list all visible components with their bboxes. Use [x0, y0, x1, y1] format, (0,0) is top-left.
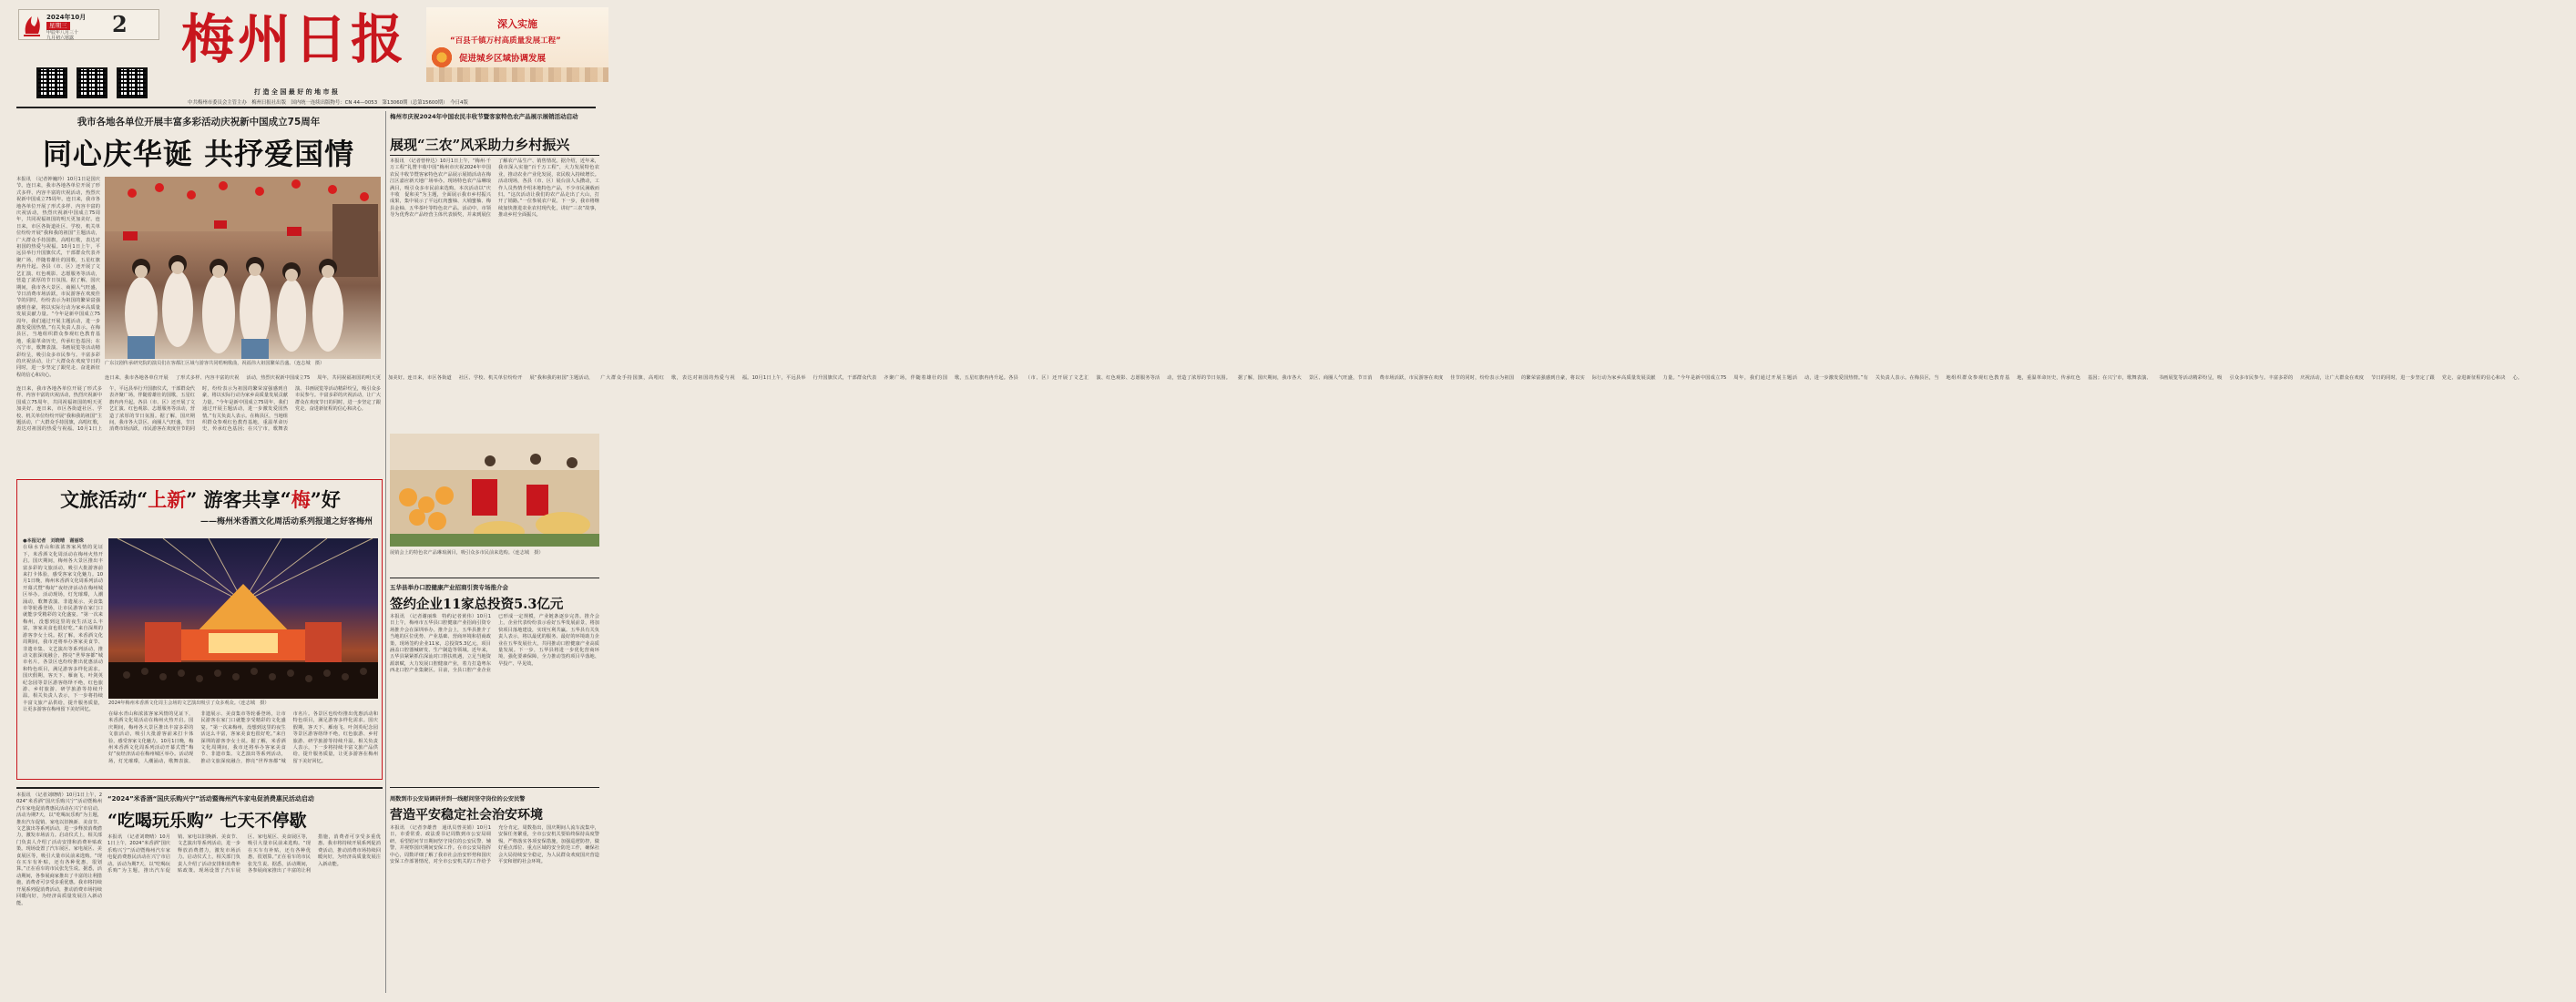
right-body: 本报讯 （记者曾梓达）10月1日上午，“梅州·千万工程”礼赞丰收中国”梅州市庆祝2024年中国农民丰收节暨客家特色农产品展示展销活动在梅江区嘉应新天地广场举办。现场特色农产品琳琅满目，吸引众多市民前来选购。本次活动以“庆丰收 促和美”为主题，全面展示我市乡村振兴成果，集中展示了平远红肉蜜柚、大埔蜜柚、梅县金柚、五华茶叶等特色农产品。活动中，市领导为优秀农产品经营主体代表颁奖，并来到展位了解农产品生产、销售情况。据介绍，近年来，我市深入实施“百千万工程”，大力发展特色农业，推动农业产业化发展，农民收入持续增长。活动现场，各县（市、区）展台前人头攒动，工作人员热情介绍本地特色产品，不少市民满载而归。“这次活动让我们的农产品走出了大山，打开了销路。”一位参展农户说。下一步，我市将继续加快推进农业农村现代化，讲好“三农”故事，推动乡村全面振兴。	[390, 158, 599, 219]
lead-body-lower	[16, 386, 381, 475]
slogan: 打 造 全 国 最 好 的 地 市 报	[254, 88, 338, 96]
column-divider	[385, 111, 386, 993]
culture-headline-e: ”好	[310, 488, 341, 511]
qr-code-1[interactable]	[36, 67, 67, 98]
culture-headline-a: 文旅活动“	[60, 488, 148, 511]
safety-article[interactable]	[390, 787, 599, 993]
lead-caption-credit: （连志城 摄）	[293, 361, 325, 366]
culture-headline	[17, 486, 383, 513]
invest-headline: 签约企业11家总投资5.3亿元	[390, 597, 564, 612]
culture-photo-caption	[108, 700, 378, 707]
safety-top-rule	[390, 787, 599, 788]
newspaper-title: 梅州日报	[180, 8, 407, 70]
culture-body: 在绿水青山和浓浓客家风情的见证下，米香酒文化周活动在梅州火热开启。国庆期间，梅州各大景区推出丰富多彩的文旅活动，吸引大批游客前来打卡体验，感受客家文化魅力。10月1日晚，梅州米香酒文化周系列活动开幕式暨“梅好”夜经济活动在梅州城区举办。活动现场，灯光璀璨，人潮涌动，歌舞表演、非遗展示、美食集市等轮番登场，让市民游客在家门口就能享受精彩的文化盛宴。“第一次来梅州，没想到这里的夜生活这么丰富，客家美食也很好吃。”来自深圳的游客李女士说。据了解，米香酒文化周期间，我市还将举办客家美食节、非遗市集、文艺演出等系列活动，推动文旅深度融合，擦亮“世界客都”城市名片。各景区也纷纷推出优惠活动和特色项目，满足游客多样化需求。国庆假期，客天下、雁南飞、叶剑英纪念园等景区游客络绎不绝，红色旅游、乡村旅游、研学旅游等持续升温。相关负责人表示，下一步将持续丰富文旅产品供给，提升服务质量，让更多游客在梅州留下美好回忆。	[23, 545, 103, 713]
right-rule	[390, 155, 599, 156]
lead-caption-text: 广东汉剧传承研究院的演员们在客都汇区域与游客共同唱响歌曲，祝福伟大祖国繁荣昌盛。	[105, 361, 294, 366]
safety-topic: 周数到市公安局调研并到一线慰问坚守岗位的公安民警	[390, 796, 526, 803]
ad-flower-icon	[430, 46, 454, 69]
lead-photo-caption	[105, 361, 381, 367]
culture-subline: ——梅州米香酒文化周活动系列报道之好客梅州	[199, 517, 373, 527]
date-block	[18, 9, 159, 40]
right-headline: 展现“三农”风采助力乡村振兴	[390, 137, 570, 153]
culture-photo[interactable]	[108, 538, 378, 699]
culture-headline-b: 上新	[148, 488, 187, 511]
lead-body-bottom	[105, 375, 2522, 384]
consume-headline: “吃喝玩乐购” 七天不停歇	[107, 811, 307, 831]
lead-body-left	[16, 177, 100, 383]
right-photo[interactable]	[390, 434, 599, 547]
qr-code-3[interactable]	[117, 67, 148, 98]
lead-body-continued-2: 连日来，我市各地各单位开展了形式多样、内容丰富的庆祝活动，热烈庆祝新中国成立75周年，共同祝福祖国的明天更加美好。连日来，市区各街道社区、学校、机关单位纷纷开展“我和我的祖国”主题活动，广大群众手持国旗，高唱红歌，表达对祖国的热爱与祝福。10月1日上午，平远县举行升国旗仪式，干部群众代表齐聚广场，伴随着雄壮的国歌，五星红旗冉冉升起。各县（市、区）还开展了文艺汇演、红色观影、志愿服务等活动，营造了浓厚的节日氛围。据了解，国庆期间，我市各大景区、商圈人气旺盛，节日消费市场活跃，市民游客在欢度佳节的同时，纷纷表示为祖国的繁荣富强感到自豪，将以实际行动为家乡高质量发展贡献力量。“今年是新中国成立75周年，我们通过开展主题活动，进一步激发爱国热情。”有关负责人表示。在梅县区，当地组织群众参观红色教育基地，重温革命历史，传承红色基因；在兴宁市，歌舞表演、书画展览等活动精彩纷呈，吸引众多市民参与。丰富多彩的庆祝活动，让广大群众在欢度节日的同时，进一步坚定了跟党走、奋进新征程的信心和决心。	[16, 386, 381, 433]
culture-headline-c: ” 游客共享“	[186, 488, 291, 511]
safety-headline: 营造平安稳定社会治安环境	[390, 808, 543, 823]
right-caption-text: 展销会上的特色农产品琳琅满目，吸引众多市民前来选购。	[390, 550, 513, 556]
right-caption-credit: （连志城 摄）	[512, 550, 544, 556]
ad-line-1: 深入实施	[497, 18, 537, 30]
culture-body-left	[23, 538, 103, 777]
consume-kicker: “2024”米香酒“国庆乐购兴宁”活动暨梅州汽车家电促消费惠民活动启动	[107, 795, 314, 803]
masthead	[0, 0, 612, 109]
ad-line-2: “百县千镇万村高质量发展工程”	[450, 36, 561, 46]
date-weekday: 星期三	[46, 22, 70, 30]
ad-skyline	[426, 67, 608, 82]
culture-headline-d: 梅	[291, 488, 311, 511]
masthead-rule	[16, 107, 596, 108]
lead-body-continued: 连日来，我市各地各单位开展了形式多样、内容丰富的庆祝活动，热烈庆祝新中国成立75周年，共同祝福祖国的明天更加美好。连日来，市区各街道社区、学校、机关单位纷纷开展“我和我的祖国”主题活动，广大群众手持国旗，高唱红歌，表达对祖国的热爱与祝福。10月1日上午，平远县举行升国旗仪式，干部群众代表齐聚广场，伴随着雄壮的国歌，五星红旗冉冉升起。各县（市、区）还开展了文艺汇演、红色观影、志愿服务等活动，营造了浓厚的节日氛围。据了解，国庆期间，我市各大景区、商圈人气旺盛，节日消费市场活跃，市民游客在欢度佳节的同时，纷纷表示为祖国的繁荣富强感到自豪，将以实际行动为家乡高质量发展贡献力量。“今年是新中国成立75周年，我们通过开展主题活动，进一步激发爱国热情。”有关负责人表示。在梅县区，当地组织群众参观红色教育基地，重温革命历史，传承红色基因；在兴宁市，歌舞表演、书画展览等活动精彩纷呈，吸引众多市民参与。丰富多彩的庆祝活动，让广大群众在欢度节日的同时，进一步坚定了跟党走、奋进新征程的信心和决心。	[105, 375, 2522, 381]
consume-body: 本报讯 （记者刘晓晴）10月1日上午，2024“米香酒”国庆乐购兴宁”活动暨梅州汽车家电促消费惠民活动在兴宁市启动。活动为期7天，以“吃喝玩乐购”为主题，推出汽车促销、家电以旧换新、美食节、文艺演出等系列活动，进一步释放消费潜力，激发市场活力。启动仪式上，相关部门负责人介绍了活动安排和消费补贴政策。现场设置了汽车展区、家电展区、美食展区等，吸引大量市民前来选购。“现在买车有补贴，还有各种优惠，很划算。”正在看车的市民张先生说。据悉，活动期间，各参展商家推出了丰富的让利措施，消费者可享受多重优惠。我市将持续开展系列促消费活动，推动消费市场持续回暖向好，为经济高质量发展注入新动能。	[107, 834, 381, 874]
date-year-month: 2024年10月	[46, 14, 87, 21]
invest-body: 本报讯 （记者谢丽珠 特约记者黄伟）10月1日上午，梅州市五华县口腔健康产业招商引资专场推介会在深圳举办。推介会上，五华县推介了当地的区位优势、产业基础、营商环境和招商政策，现场签约企业11家，总投资5.3亿元，项目涵盖口腔器械研发、生产制造等领域。近年来，五华县紧紧抓住深汕对口帮扶机遇，立足当地资源禀赋，大力发展口腔健康产业，着力打造粤东西北口腔产业集聚区。目前，全县口腔产业企业已形成一定规模，产业链条逐步完善。推介会上，企业代表纷纷表示看好五华发展前景，将加快项目落地建设，实现互利共赢。五华县有关负责人表示，将以最优的服务、最好的环境助力企业在五华发展壮大，共同推动口腔健康产业高质量发展。下一步，五华县将进一步优化营商环境，强化要素保障，全力推动签约项目早落地、早投产、早见效。	[390, 614, 599, 674]
newspaper-emblem-icon	[22, 14, 42, 37]
lead-kicker: 我市各地各单位开展丰富多彩活动庆祝新中国成立75周年	[77, 117, 321, 128]
culture-caption-text: 2024年梅州米香酒文化周主会场的文艺演出吸引了众多观众。	[108, 700, 239, 706]
consume-article[interactable]	[16, 787, 383, 993]
right-topic: 梅州市庆祝2024年中国农民丰收节暨客家特色农产品展示展销活动启动	[390, 113, 578, 120]
consume-top-rule	[16, 787, 383, 789]
lead-body: 连日来，我市各地各单位开展了形式多样、内容丰富的庆祝活动，热烈庆祝新中国成立75周年，共同祝福祖国的明天更加美好。连日来，市区各街道社区、学校、机关单位纷纷开展“我和我的祖国”主题活动，广大群众手持国旗，高唱红歌，表达对祖国的热爱与祝福。10月1日上午，平远县举行升国旗仪式，干部群众代表齐聚广场，伴随着雄壮的国歌，五星红旗冉冉升起。各县（市、区）还开展了文艺汇演、红色观影、志愿服务等活动，营造了浓厚的节日氛围。据了解，国庆期间，我市各大景区、商圈人气旺盛，节日消费市场活跃，市民游客在欢度佳节的同时，纷纷表示为祖国的繁荣富强感到自豪，将以实际行动为家乡高质量发展贡献力量。“今年是新中国成立75周年，我们通过开展主题活动，进一步激发爱国热情。”有关负责人表示。在梅县区，当地组织群众参观红色教育基地，重温革命历史，传承红色基因；在兴宁市，歌舞表演、书画展览等活动精彩纷呈，吸引众多市民参与。丰富多彩的庆祝活动，让广大群众在欢度节日的同时，进一步坚定了跟党走、奋进新征程的信心和决心。	[16, 197, 100, 378]
culture-byline: ●本报记者 刘晓晴 谢丽珠	[23, 538, 84, 544]
qr-code-2[interactable]	[77, 67, 107, 98]
lead-byline: 本报讯 （记者钟巍玲）10月1日是国庆节。连日来，我市各地各单位开展了形式多样、内容丰富的庆祝活动，热烈庆祝新中国成立75周年。	[16, 177, 100, 203]
right-article[interactable]	[390, 111, 599, 567]
date-day: 2	[112, 11, 128, 37]
lead-photo[interactable]	[105, 177, 381, 359]
masthead-ad[interactable]	[426, 7, 608, 82]
date-lunar-1: 甲辰年八月三十	[46, 30, 79, 36]
date-lunar-2: 九月初六寒露	[46, 36, 75, 41]
consume-body-left: 本报讯 （记者刘晓晴）10月1日上午，2024“米香酒”国庆乐购兴宁”活动暨梅州汽车家电促消费惠民活动在兴宁市启动。活动为期7天，以“吃喝玩乐购”为主题，推出汽车促销、家电以旧换新、美食节、文艺演出等系列活动，进一步释放消费潜力，激发市场活力。启动仪式上，相关部门负责人介绍了活动安排和消费补贴政策。现场设置了汽车展区、家电展区、美食展区等，吸引大量市民前来选购。“现在买车有补贴，还有各种优惠，很划算。”正在看车的市民张先生说。据悉，活动期间，各参展商家推出了丰富的让利措施，消费者可享受多重优惠。我市将持续开展系列促消费活动，推动消费市场持续回暖向好，为经济高质量发展注入新动能。	[16, 792, 102, 906]
ad-line-3: 促进城乡区域协调发展	[459, 54, 547, 64]
invest-article[interactable]	[390, 578, 599, 771]
right-photo-caption	[390, 550, 599, 557]
safety-body: 本报讯 （记者李雄普 通讯员曾美娟）10月1日，市委常委、政法委书记周数到市公安局调研，看望慰问节日期间坚守岗位的公安民警、辅警，并视察国庆期间安保工作。在市公安局指挥中心，周数详细了解了我市社会治安形势和国庆安保工作部署情况，对全市公安机关的工作给予充分肯定。周数指出，国庆期间人流车流集中，安保任务繁重，全市公安机关要始终保持高度警惕，严格落实各项安保措施，加强巡逻防控，做好重点部位、重点区域的安全防范工作，确保社会大局持续安全稳定，为人民群众欢度国庆营造平安和谐的社会环境。	[390, 825, 599, 865]
meta-line: 中共梅州市委员会主管主办 梅州日报社出版 国内统一连续出版物号：CN 44—0053 第13060期（总第15600期） 今日4版	[188, 100, 468, 106]
culture-caption-credit: （连志城 摄）	[238, 700, 270, 706]
lead-headline: 同心庆华诞 共抒爱国情	[42, 137, 355, 171]
culture-box[interactable]	[16, 479, 383, 780]
culture-body-bottom: 在绿水青山和浓浓客家风情的见证下，米香酒文化周活动在梅州火热开启。国庆期间，梅州各大景区推出丰富多彩的文旅活动，吸引大批游客前来打卡体验，感受客家文化魅力。10月1日晚，梅州米香酒文化周系列活动开幕式暨“梅好”夜经济活动在梅州城区举办。活动现场，灯光璀璨，人潮涌动，歌舞表演、非遗展示、美食集市等轮番登场，让市民游客在家门口就能享受精彩的文化盛宴。“第一次来梅州，没想到这里的夜生活这么丰富，客家美食也很好吃。”来自深圳的游客李女士说。据了解，米香酒文化周期间，我市还将举办客家美食节、非遗市集、文艺演出等系列活动，推动文旅深度融合，擦亮“世界客都”城市名片。各景区也纷纷推出优惠活动和特色项目，满足游客多样化需求。国庆假期，客天下、雁南飞、叶剑英纪念园等景区游客络绎不绝，红色旅游、乡村旅游、研学旅游等持续升温。相关负责人表示，下一步将持续丰富文旅产品供给，提升服务质量，让更多游客在梅州留下美好回忆。	[108, 711, 378, 764]
invest-topic: 五华县举办口腔健康产业招商引资专场推介会	[390, 584, 508, 591]
